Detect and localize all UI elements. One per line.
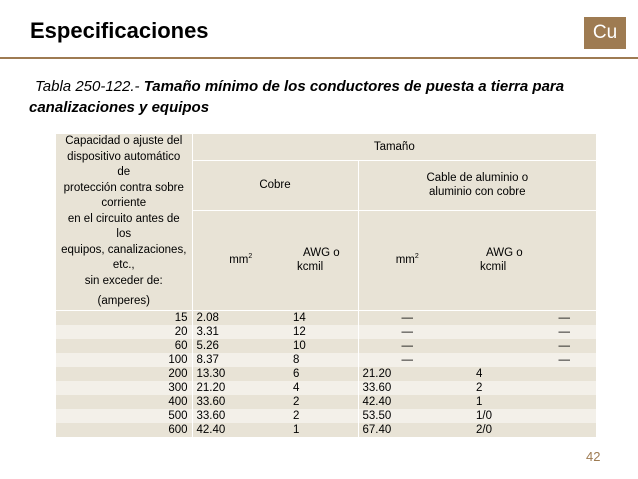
table-row xyxy=(56,409,596,423)
copper-awg-cell: 12 xyxy=(289,325,358,339)
caption-text-line1: Tamaño mínimo de los conductores de puesta a tierra para xyxy=(143,78,565,95)
copper-mm2-cell: 33.60 xyxy=(192,409,289,423)
aluminum-mm2-cell: 42.40 xyxy=(358,395,456,409)
device-header-line: dispositivo automático de xyxy=(67,150,181,178)
aluminum-header xyxy=(358,160,596,210)
device-header-line: protección contra sobre corriente xyxy=(63,181,184,209)
copper-awg-cell: 4 xyxy=(289,381,358,395)
copper-mm2-header: $mm^2$ xyxy=(192,210,289,310)
aluminum-awg-cell: — xyxy=(456,310,596,325)
aluminum-mm2-cell: — xyxy=(358,353,456,367)
table-row xyxy=(56,367,596,381)
aluminum-awg-cell: 2 xyxy=(456,381,596,395)
aluminum-awg-cell: 2/0 xyxy=(456,423,596,437)
aluminum-mm2-cell: 53.50 xyxy=(358,409,456,423)
copper-mm2-cell: 3.31 xyxy=(192,325,289,339)
copper-mm2-cell: 5.26 xyxy=(192,339,289,353)
aluminum-header-line2: aluminio con cobre xyxy=(429,186,526,199)
amperes-cell: 500 xyxy=(56,409,192,423)
amperes-cell: 60 xyxy=(56,339,192,353)
device-header-line: Capacidad o ajuste del xyxy=(65,135,183,147)
aluminum-awg-cell: 4 xyxy=(456,367,596,381)
device-header-line: equipos, canalizaciones, etc., xyxy=(61,243,187,271)
copper-awg-cell: 14 xyxy=(289,310,358,325)
amperes-cell: 15 xyxy=(56,310,192,325)
copper-mm2-cell: 42.40 xyxy=(192,423,289,437)
copper-mm2-cell: 33.60 xyxy=(192,395,289,409)
aluminum-awg-cell: — xyxy=(456,353,596,367)
copper-header: Cobre xyxy=(192,160,358,210)
copper-awg-cell: 6 xyxy=(289,367,358,381)
table-row xyxy=(56,423,596,437)
copper-mm2-cell: 8.37 xyxy=(192,353,289,367)
table-row xyxy=(56,339,596,353)
table-caption xyxy=(29,76,629,118)
table-row xyxy=(56,310,596,325)
amperes-cell: 200 xyxy=(56,367,192,381)
aluminum-awg-cell: 1/0 xyxy=(456,409,596,423)
aluminum-header-line1: Cable de aluminio o xyxy=(426,172,529,185)
amperes-cell: 400 xyxy=(56,395,192,409)
copper-awg-cell: 1 xyxy=(289,423,358,437)
caption-text-line2: canalizaciones y equipos xyxy=(29,99,210,116)
copper-awg-header: AWG o kcmil xyxy=(289,210,358,310)
table-row xyxy=(56,381,596,395)
aluminum-awg-cell: 1 xyxy=(456,395,596,409)
table-row xyxy=(56,353,596,367)
copper-awg-cell: 8 xyxy=(289,353,358,367)
aluminum-awg-cell: — xyxy=(456,325,596,339)
copper-awg-cell: 2 xyxy=(289,409,358,423)
aluminum-mm2-cell: — xyxy=(358,310,456,325)
device-rating-header xyxy=(56,134,192,310)
amperes-cell: 100 xyxy=(56,353,192,367)
size-header: Tamaño xyxy=(192,134,596,160)
copper-awg-cell: 2 xyxy=(289,395,358,409)
table-reference: Tabla 250-122.- xyxy=(35,78,144,95)
aluminum-mm2-cell: 33.60 xyxy=(358,381,456,395)
aluminum-awg-header: AWG o kcmil xyxy=(456,210,596,310)
slide-title: Especificaciones xyxy=(30,18,209,43)
page-number: 42 xyxy=(586,449,601,464)
grounding-conductor-table xyxy=(56,134,596,437)
table-row xyxy=(56,325,596,339)
copper-badge: Cu xyxy=(584,17,626,49)
aluminum-mm2-cell: — xyxy=(358,325,456,339)
amperes-cell: 20 xyxy=(56,325,192,339)
copper-mm2-cell: 2.08 xyxy=(192,310,289,325)
aluminum-mm2-cell: — xyxy=(358,339,456,353)
device-header-unit: (amperes) xyxy=(97,295,150,307)
header-rule xyxy=(0,57,638,59)
aluminum-mm2-cell: 21.20 xyxy=(358,367,456,381)
table-row xyxy=(56,395,596,409)
amperes-cell: 600 xyxy=(56,423,192,437)
amperes-cell: 300 xyxy=(56,381,192,395)
device-header-line: sin exceder de: xyxy=(84,274,163,287)
copper-awg-cell: 10 xyxy=(289,339,358,353)
aluminum-mm2-header: $mm^2$ xyxy=(358,210,456,310)
device-header-line: en el circuito antes de los xyxy=(67,212,180,240)
copper-mm2-cell: 21.20 xyxy=(192,381,289,395)
aluminum-awg-cell: — xyxy=(456,339,596,353)
aluminum-mm2-cell: 67.40 xyxy=(358,423,456,437)
copper-mm2-cell: 13.30 xyxy=(192,367,289,381)
